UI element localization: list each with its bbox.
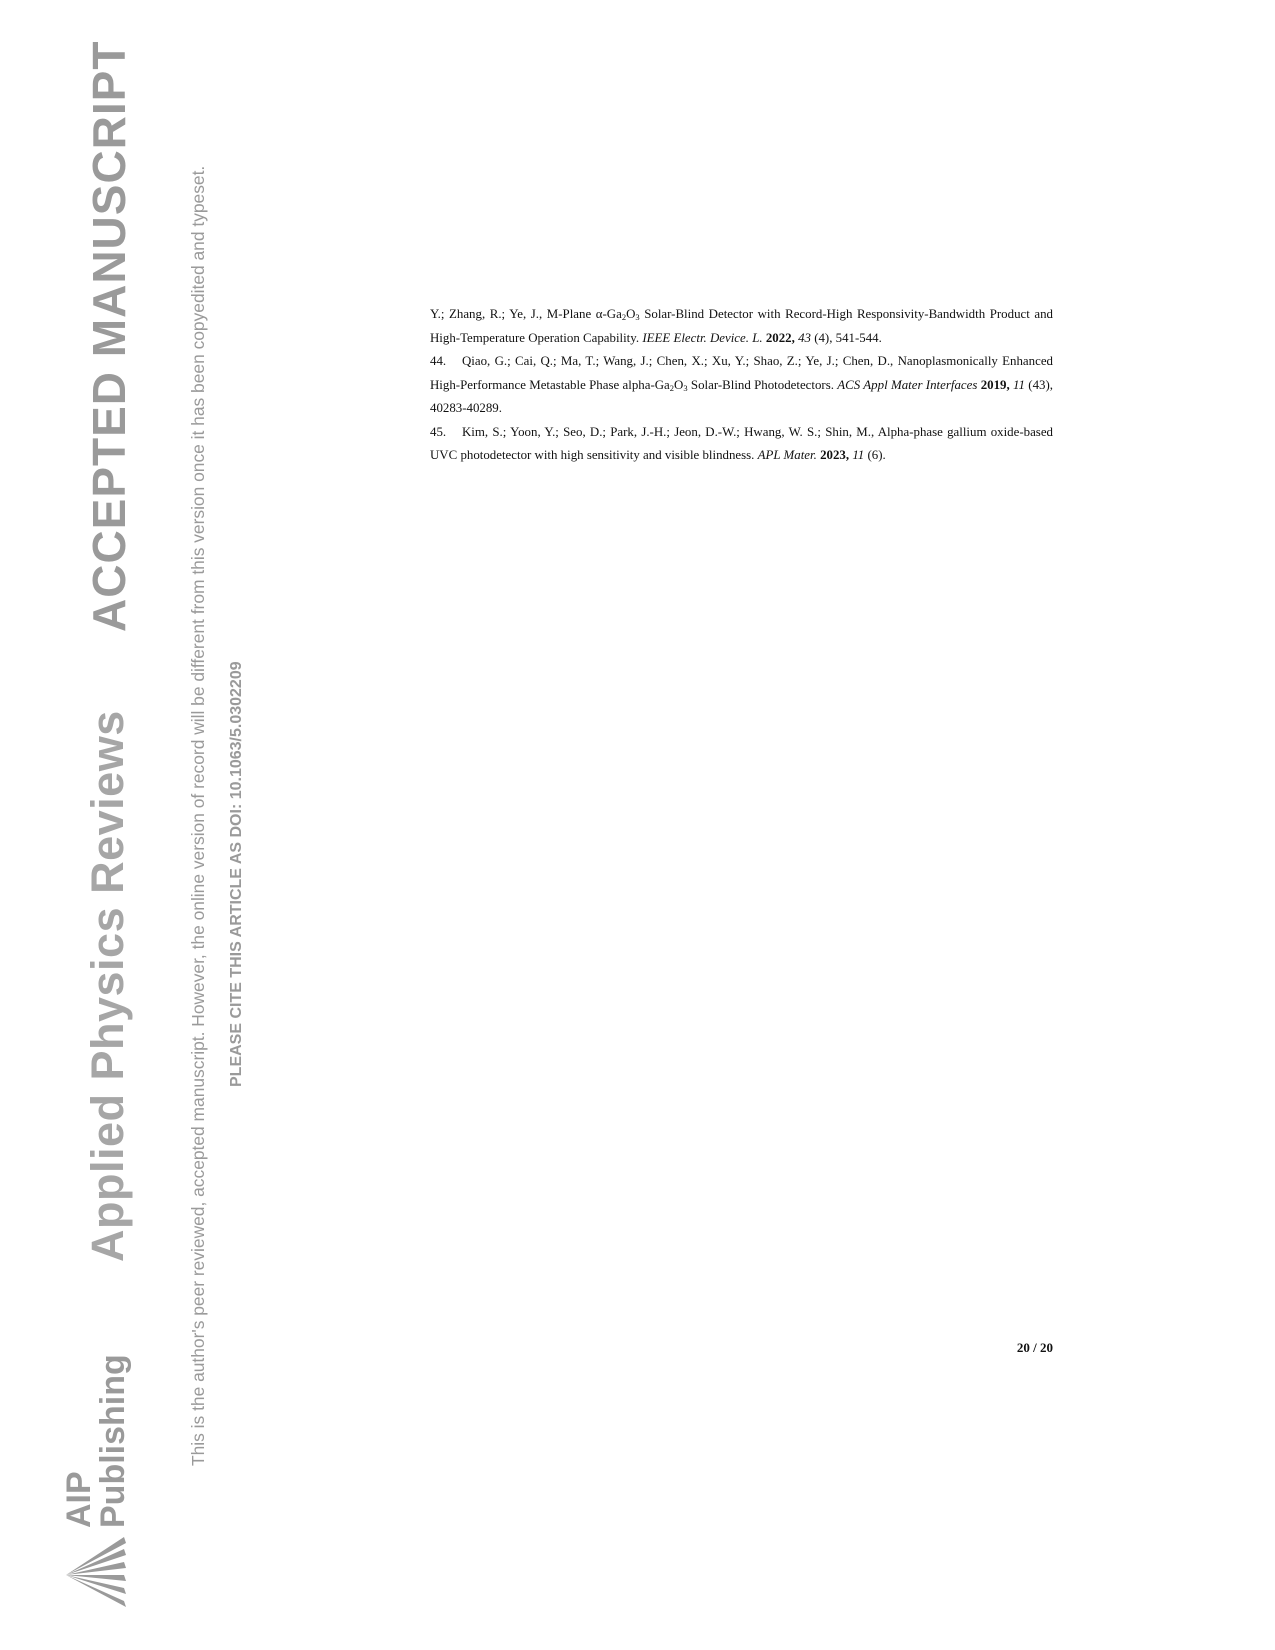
accepted-manuscript-watermark: ACCEPTED MANUSCRIPT	[83, 40, 135, 632]
logo-text-publishing: Publishing	[94, 1354, 132, 1528]
page-number	[990, 1340, 1053, 1356]
page-current: 20	[1016, 1340, 1030, 1355]
reference-item: Y.; Zhang, R.; Ye, J., M-Plane $\alpha-Ga_2O_3$ Solar-Blind Detector with Record-High Responsivity-Bandwidth Product and High-Temperature Operation Capability. IEEE Electr. Device. L. 2022, 43 (4), 541-544.	[430, 307, 1053, 345]
reference-list	[430, 303, 1053, 468]
logo-text-aip: AIP	[60, 1471, 98, 1528]
page-total: 20	[1040, 1340, 1053, 1355]
reference-year: 2019	[980, 377, 1007, 392]
reference-text: Y.; Zhang, R.; Ye, J., M-Plane α-Ga	[430, 307, 622, 321]
aip-logo-fan-icon	[62, 1535, 128, 1615]
reference-volume: 11	[852, 448, 865, 462]
reference-journal: APL Mater.	[757, 448, 817, 462]
reference-volume: 11	[1013, 377, 1025, 392]
reference-year: 2022	[765, 330, 792, 345]
page-separator: /	[1033, 1340, 1037, 1355]
reference-journal: IEEE Electr. Device. L.	[642, 330, 763, 345]
reference-volume: 43	[798, 330, 811, 345]
reference-number: 45.	[430, 424, 447, 439]
disclaimer-watermark: This is the author's peer reviewed, accepted manuscript. However, the online version of record will be different from this version once it has been copyedited and typeset.	[188, 165, 208, 1466]
reference-journal: ACS Appl Mater Interfaces	[837, 377, 978, 392]
reference-item: 44. Qiao, G.; Cai, Q.; Ma, T.; Wang, J.; Chen, X.; Xu, Y.; Shao, Z.; Ye, J.; Chen, D., Nanoplasmonically Enhanced High-Performance Metastable Phase alpha-$Ga_2O_3$ Solar-Blind Photodetectors. ACS Appl Mater Interfaces 2019, 11 (43), 40283-40289.	[430, 350, 1053, 421]
doi-cite-watermark: PLEASE CITE THIS ARTICLE AS DOI: 10.1063/5.0302209	[228, 661, 245, 1087]
reference-text: Qiao, G.; Cai, Q.; Ma, T.; Wang, J.; Chen, X.; Xu, Y.; Shao, Z.; Ye, J.; Chen, D., Nanoplasmonically Enhanced High-Performance Metastable Phase alpha-Ga	[430, 354, 1053, 392]
reference-year: 2023	[820, 448, 846, 462]
journal-name-watermark: Applied Physics Reviews	[82, 710, 133, 1262]
reference-item: 45. Kim, S.; Yoon, Y.; Seo, D.; Park, J.-H.; Jeon, D.-W.; Hwang, W. S.; Shin, M., Alpha-phase gallium oxide-based UVC photodetector with high sensitivity and visible blindness. APL Mater. 2023, 11 (6).	[430, 421, 1053, 468]
reference-text: Kim, S.; Yoon, Y.; Seo, D.; Park, J.-H.; Jeon, D.-W.; Hwang, W. S.; Shin, M., Alpha-phase gallium oxide-based UVC photodetector with high sensitivity and visible blindness.	[430, 424, 1053, 462]
reference-number: 44.	[430, 354, 447, 368]
